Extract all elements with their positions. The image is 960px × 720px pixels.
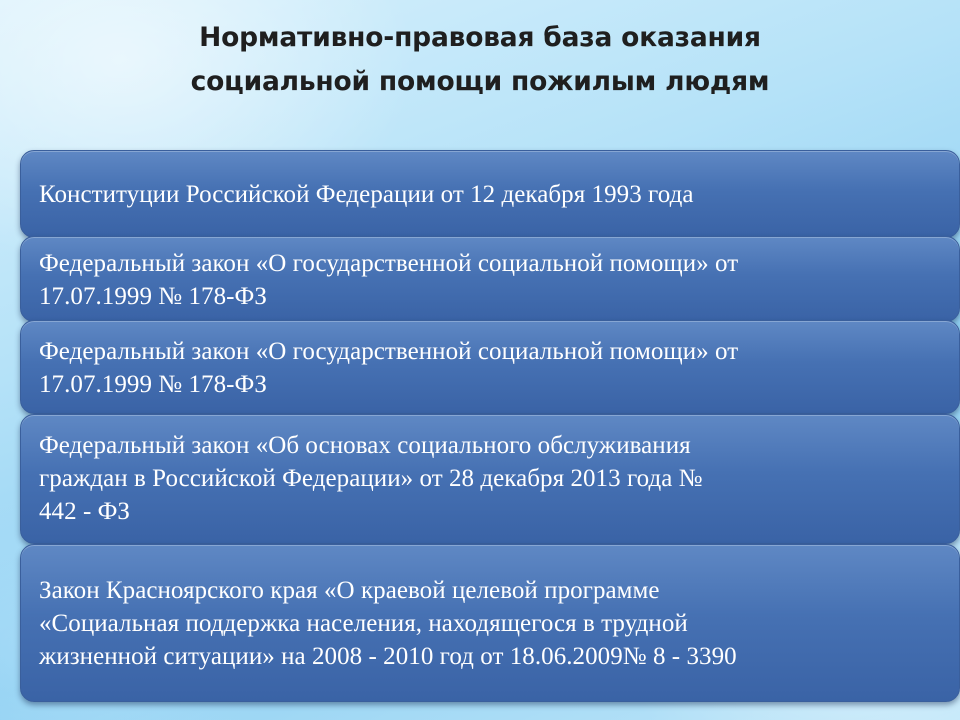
law-item-text: Конституции Российской Федерации от 12 декабря 1993 года (39, 180, 694, 208)
law-item-federal-law-178 (20, 236, 960, 322)
slide-title-line-1: Нормативно-правовая база оказания (199, 22, 761, 53)
law-item-krasnoyarsk-law (20, 544, 960, 702)
law-item-constitution (20, 150, 960, 238)
law-item-federal-law-442 (20, 414, 960, 544)
slide-title-line-2: социальной помощи пожилым людям (190, 66, 770, 97)
law-item-text: Федеральный закон «О государственной социальной помощи» от 17.07.1999 № 178-ФЗ (39, 250, 739, 310)
law-item-text: Федеральный закон «О государственной социальной помощи» от 17.07.1999 № 178-ФЗ (39, 338, 739, 398)
law-item-text: Закон Красноярского края «О краевой целевой программе «Социальная поддержка населения, находящегося в трудной жизненной ситуации» на 2008 - 2010 год от 18.06.2009№ 8 - 3390 (39, 576, 737, 670)
law-item-text: Федеральный закон «Об основах социального обслуживания граждан в Российской Федерации» от 28 декабря 2013 года № 442 - ФЗ (39, 432, 703, 525)
law-item-federal-law-178-duplicate (20, 320, 960, 414)
